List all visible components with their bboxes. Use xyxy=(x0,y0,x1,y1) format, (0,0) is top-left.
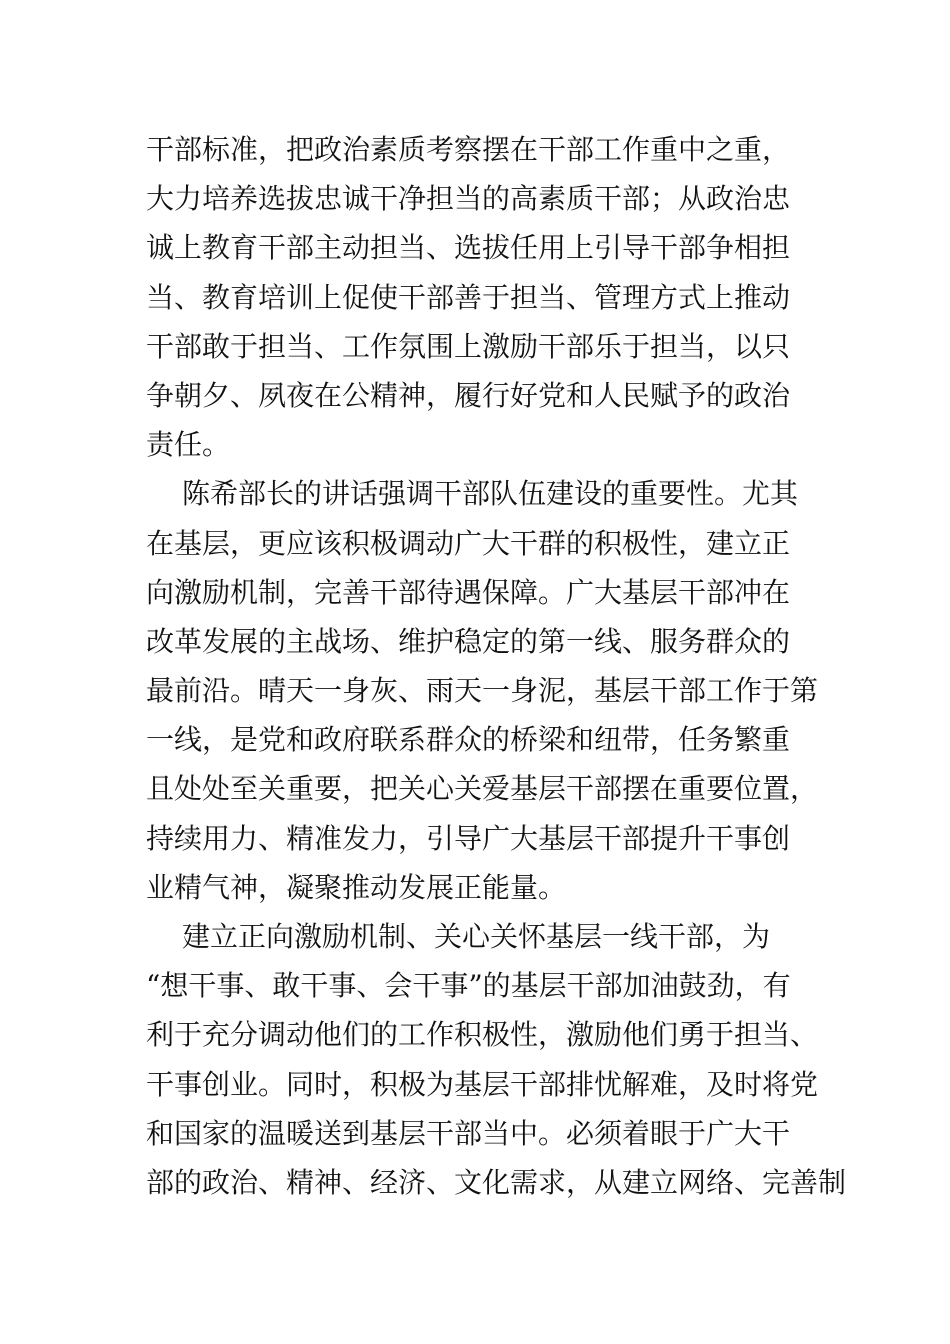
text-line: 责任。 xyxy=(146,428,231,462)
text-line: 建立正向激励机制、关心关怀基层一线干部，为 xyxy=(182,920,771,953)
text-line: 当、教育培训上促使干部善于担当、管理方式上推动 xyxy=(146,280,791,314)
text-line: 干事创业。同时，积极为基层干部排忧解难，及时将党 xyxy=(146,1067,819,1101)
text-line: 部的政治、精神、经济、文化需求，从建立网络、完善制 xyxy=(146,1165,847,1199)
text-line: 争朝夕、夙夜在公精神，履行好党和人民赋予的政治 xyxy=(146,378,791,412)
text-line: 利于充分调动他们的工作积极性，激励他们勇于担当、 xyxy=(146,1018,819,1052)
text-line: 最前沿。晴天一身灰、雨天一身泥，基层干部工作于第 xyxy=(146,674,819,708)
text-line: 一线，是党和政府联系群众的桥梁和纽带，任务繁重 xyxy=(146,723,791,757)
text-line: 干部标准，把政治素质考察摆在干部工作重中之重， xyxy=(146,133,791,166)
text-line: 干部敢于担当、工作氛围上激励干部乐于担当，以只 xyxy=(146,329,791,363)
text-line: 向激励机制，完善干部待遇保障。广大基层干部冲在 xyxy=(146,575,791,609)
text-line: 在基层，更应该积极调动广大干群的积极性，建立正 xyxy=(146,526,791,560)
document-body xyxy=(146,125,847,1207)
text-line: “想干事、敢干事、会干事”的基层干部加油鼓劲，有 xyxy=(146,969,791,1003)
text-line: 陈希部长的讲话强调干部队伍建设的重要性。尤其 xyxy=(182,477,799,511)
text-line: 业精气神，凝聚推动发展正能量。 xyxy=(146,870,567,904)
text-line: 且处处至关重要，把关心关爱基层干部摆在重要位置， xyxy=(146,772,819,806)
paragraph-2 xyxy=(146,469,819,912)
text-line: 持续用力、精准发力，引导广大基层干部提升干事创 xyxy=(146,821,791,855)
paragraph-1 xyxy=(146,125,806,469)
paragraph-3 xyxy=(146,912,847,1207)
text-line: 大力培养选拔忠诚干净担当的高素质干部；从政治忠 xyxy=(146,182,791,216)
text-line: 诚上教育干部主动担当、选拔任用上引导干部争相担 xyxy=(146,231,791,265)
text-line: 和国家的温暖送到基层干部当中。必须着眼于广大干 xyxy=(146,1116,791,1150)
text-line: 改革发展的主战场、维护稳定的第一线、服务群众的 xyxy=(146,624,791,658)
